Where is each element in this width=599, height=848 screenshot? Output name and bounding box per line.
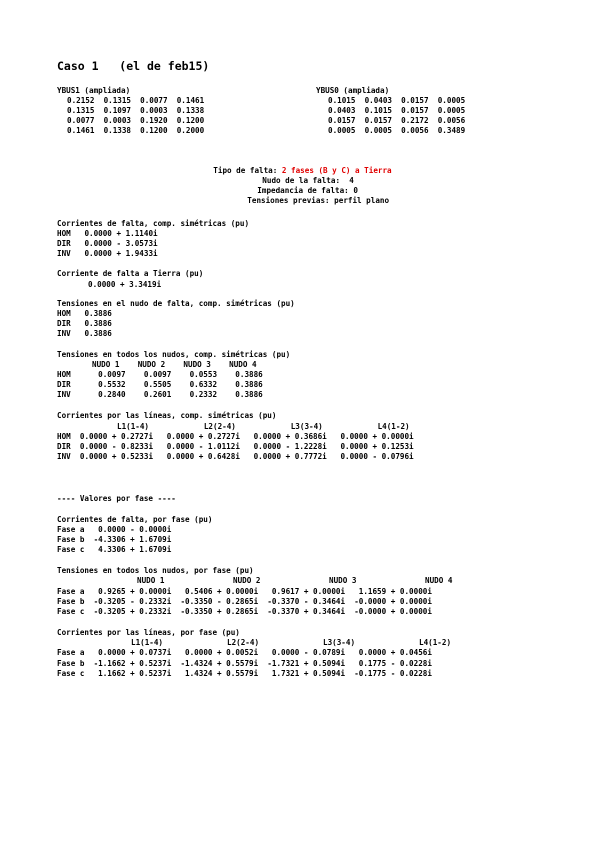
row-value: 4.3306 + 1.6709i: [93, 545, 172, 554]
prev-voltages-value: perfil plano: [334, 196, 390, 205]
phase-line-currents-heading: Corrientes por las líneas, por fase (pu): [57, 628, 240, 637]
row-label: HOM: [57, 309, 71, 318]
row-value: 0.0000 - 3.0573i: [84, 239, 158, 248]
phase-voltages-row: [57, 597, 432, 607]
row-label: Fase c: [57, 669, 85, 678]
row-value: -4.3306 + 1.6709i: [93, 535, 172, 544]
sym-currents-row: [57, 249, 158, 259]
row-value: 0.2840 0.2601 0.2332 0.3886: [98, 390, 263, 399]
row-label: Fase b: [57, 597, 85, 606]
sym-voltages-header: NUDO 1 NUDO 2 NUDO 3 NUDO 4: [92, 360, 257, 369]
row-value: 0.0000 + 0.5233i 0.0000 + 0.6428i 0.0000 + 0.7772i 0.0000 - 0.0796i: [79, 452, 414, 461]
row-label: DIR: [57, 442, 71, 451]
row-label: Fase b: [57, 535, 85, 544]
row-value: 1.1662 + 0.5237i 1.4324 + 0.5579i 1.7321 + 0.5094i -0.1775 - 0.0228i: [93, 669, 432, 678]
row-value: -0.3205 - 0.2332i -0.3350 - 0.2865i -0.3370 - 0.3464i -0.0000 + 0.0000i: [93, 597, 432, 606]
sym-voltages-heading: Tensiones en todos los nudos, comp. simétricas (pu): [57, 350, 291, 359]
row-label: Fase a: [57, 525, 85, 534]
row-label: HOM: [57, 229, 71, 238]
phase-voltages-heading: Tensiones en todos los nudos, por fase (pu): [57, 566, 254, 575]
page-title: Caso 1 (el de feb15): [57, 59, 210, 73]
row-value: -0.3205 + 0.2332i -0.3350 + 0.2865i -0.3370 + 0.3464i -0.0000 + 0.0000i: [93, 607, 432, 616]
ybus0-label: YBUS0 (ampliada): [316, 86, 390, 95]
row-label: Fase c: [57, 545, 85, 554]
ybus1-row: 0.2152 0.1315 0.0077 0.1461: [67, 96, 205, 105]
phase-currents-row: [57, 545, 171, 555]
row-label: INV: [57, 249, 71, 258]
phase-currents-heading: Corrientes de falta, por fase (pu): [57, 515, 213, 524]
fault-voltages-row: [57, 309, 112, 319]
fault-impedance-value: 0: [353, 186, 358, 195]
fault-voltages-row: [57, 329, 112, 339]
fault-node-label: Nudo de la falta:: [262, 176, 341, 185]
row-label: DIR: [57, 319, 71, 328]
row-value: 0.3886: [84, 309, 112, 318]
phase-voltages-header: NUDO 1 NUDO 2 NUDO 3 NUDO 4: [137, 576, 453, 585]
row-value: 0.0097 0.0097 0.0553 0.3886: [98, 370, 263, 379]
row-value: 0.3886: [84, 329, 112, 338]
row-label: Fase c: [57, 607, 85, 616]
sym-line-currents-heading: Corrientes por las líneas, comp. simétricas (pu): [57, 411, 277, 420]
sym-voltages-row: [57, 390, 263, 400]
ybus0-row: 0.0403 0.1015 0.0157 0.0005: [328, 106, 466, 115]
fault-type-value: 2 fases (B y C) a Tierra: [281, 166, 392, 175]
row-value: 0.0000 - 0.0000i: [93, 525, 172, 534]
ybus0-row: 0.0157 0.0157 0.2172 0.0056: [328, 116, 466, 125]
sym-line-currents-header: L1(1-4) L2(2-4) L3(3-4) L4(1-2): [117, 422, 410, 431]
row-value: 0.0000 + 0.0737i 0.0000 + 0.0052i 0.0000 - 0.0789i 0.0000 + 0.0456i: [93, 648, 432, 657]
row-label: DIR: [57, 380, 71, 389]
sym-line-currents-row: [57, 432, 414, 442]
ybus0-row: 0.0005 0.0005 0.0056 0.3489: [328, 126, 466, 135]
sym-voltages-row: [57, 370, 263, 380]
ground-current-heading: Corriente de falta a Tierra (pu): [57, 269, 204, 278]
row-label: INV: [57, 452, 71, 461]
ybus1-row: 0.1315 0.1097 0.0003 0.1338: [67, 106, 205, 115]
ground-current-value: 0.0000 + 3.3419i: [88, 280, 162, 289]
row-value: -1.1662 + 0.5237i -1.4324 + 0.5579i -1.7321 + 0.5094i 0.1775 - 0.0228i: [93, 659, 432, 668]
row-label: INV: [57, 390, 71, 399]
sym-currents-row: [57, 229, 158, 239]
fault-node-value: 4: [349, 176, 354, 185]
ybus1-row: 0.0077 0.0003 0.1920 0.1200: [67, 116, 205, 125]
phase-voltages-row: [57, 607, 432, 617]
phase-line-currents-header: L1(1-4) L2(2-4) L3(3-4) L4(1-2): [131, 638, 452, 647]
fault-type-label: Tipo de falta:: [213, 166, 278, 175]
ybus0-row: 0.1015 0.0403 0.0157 0.0005: [328, 96, 466, 105]
sym-currents-row: [57, 239, 158, 249]
phase-voltages-row: [57, 587, 432, 597]
ybus1-label: YBUS1 (ampliada): [57, 86, 131, 95]
row-label: INV: [57, 329, 71, 338]
row-label: Fase a: [57, 587, 85, 596]
sym-voltages-row: [57, 380, 263, 390]
fault-voltages-row: [57, 319, 112, 329]
row-value: 0.0000 + 1.1140i: [84, 229, 158, 238]
sym-currents-heading: Corrientes de falta, comp. simétricas (pu): [57, 219, 250, 228]
row-label: DIR: [57, 239, 71, 248]
row-label: HOM: [57, 370, 71, 379]
phase-line-currents-row: [57, 659, 432, 669]
prev-voltages-line: [229, 186, 389, 216]
phase-section-heading: ---- Valores por fase ----: [57, 494, 176, 503]
row-label: HOM: [57, 432, 71, 441]
phase-line-currents-row: [57, 669, 432, 679]
ybus1-row: 0.1461 0.1338 0.1200 0.2000: [67, 126, 205, 135]
row-value: 0.9265 + 0.0000i 0.5406 + 0.0000i 0.9617 + 0.0000i 1.1659 + 0.0000i: [93, 587, 432, 596]
phase-currents-row: [57, 535, 171, 545]
row-value: 0.3886: [84, 319, 112, 328]
row-value: 0.0000 + 1.9433i: [84, 249, 158, 258]
row-value: 0.0000 + 0.2727i 0.0000 + 0.2727i 0.0000 + 0.3686i 0.0000 + 0.0000i: [79, 432, 414, 441]
prev-voltages-label: Tensiones previas:: [247, 196, 330, 205]
row-value: 0.0000 - 0.8233i 0.0000 - 1.0112i 0.0000 - 1.2228i 0.0000 + 0.1253i: [79, 442, 414, 451]
phase-line-currents-row: [57, 648, 432, 658]
phase-currents-row: [57, 525, 171, 535]
row-value: 0.5532 0.5505 0.6332 0.3886: [98, 380, 263, 389]
row-label: Fase a: [57, 648, 85, 657]
sym-line-currents-row: [57, 452, 414, 462]
sym-line-currents-row: [57, 442, 414, 452]
row-label: Fase b: [57, 659, 85, 668]
fault-impedance-label: Impedancia de falta:: [257, 186, 349, 195]
fault-voltages-heading: Tensiones en el nudo de falta, comp. simétricas (pu): [57, 299, 295, 308]
